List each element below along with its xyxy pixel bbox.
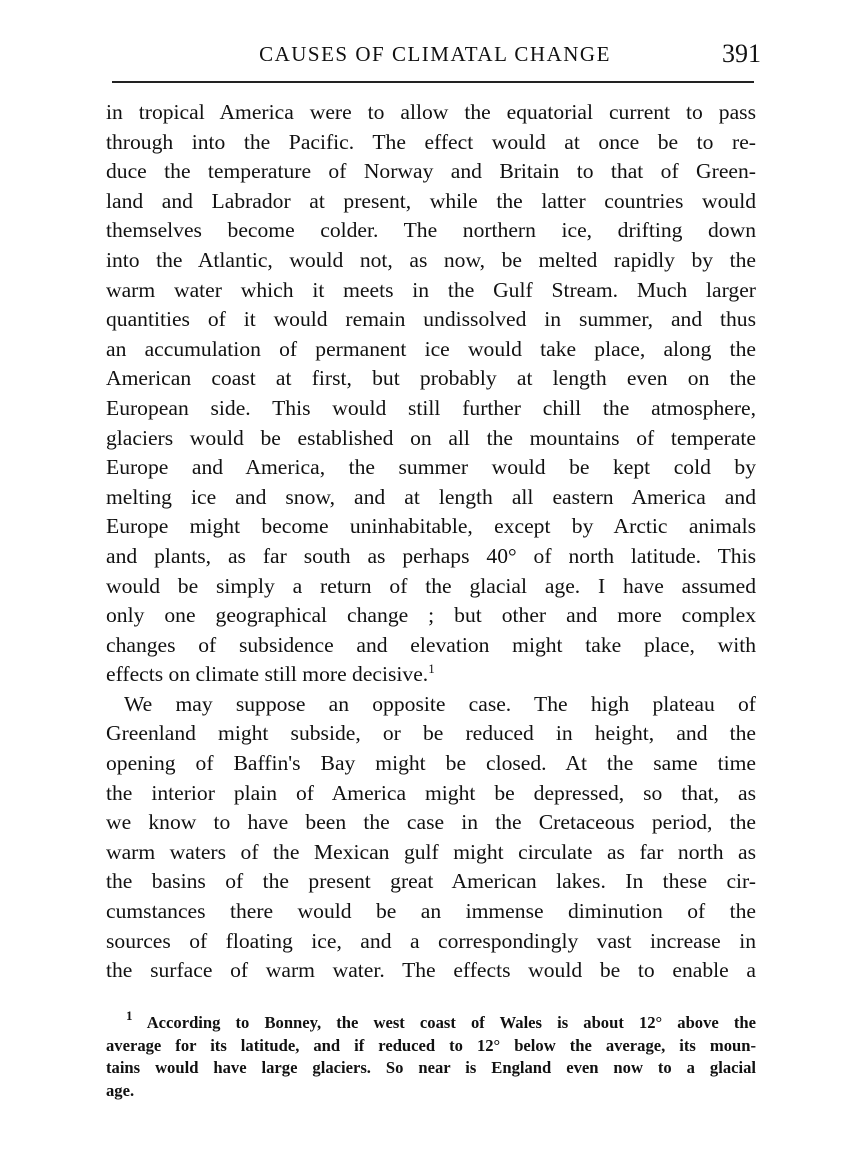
body-line: we know to have been the case in the Cretaceous period, the	[106, 810, 756, 835]
body-line: in tropical America were to allow the equatorial current to pass	[106, 100, 756, 124]
body-line: warm water which it meets in the Gulf Stream. Much larger	[106, 277, 756, 302]
body-line: into the Atlantic, would not, as now, be melted rapidly by the	[106, 247, 756, 272]
header-rule	[112, 81, 754, 83]
body-line: Europe might become uninhabitable, except by Arctic animals	[106, 514, 756, 539]
body-line: the surface of warm water. The effects would be to enable a	[106, 958, 756, 983]
body-line: would be simply a return of the glacial age. I have assumed	[106, 573, 756, 598]
body-line-paragraph-end	[106, 660, 756, 690]
body-line: land and Labrador at present, while the latter countries would	[106, 188, 756, 213]
body-line: and plants, as far south as perhaps 40° of north latitude. This	[106, 543, 756, 568]
body-line: an accumulation of permanent ice would take place, along the	[106, 336, 756, 361]
running-head	[105, 39, 765, 74]
body-line: themselves become colder. The northern ice, drifting down	[106, 218, 756, 243]
body-line: melting ice and snow, and at length all eastern America and	[106, 484, 756, 509]
body-line: duce the temperature of Norway and Britain to that of Green-	[106, 159, 756, 184]
body-line: glaciers would be established on all the mountains of temperate	[106, 425, 756, 450]
footnote-line-text: According to Bonney, the west coast of Wales is about 12° above the	[146, 1013, 756, 1032]
body-line-paragraph-start: We may suppose an opposite case. The high plateau of	[124, 691, 756, 716]
body-line: only one geographical change ; but other and more complex	[106, 603, 756, 628]
body-line-text: effects on climate still more decisive.	[106, 662, 429, 687]
body-line: American coast at first, but probably at length even on the	[106, 366, 756, 391]
body-line: the interior plain of America might be depressed, so that, as	[106, 780, 756, 805]
body-text	[106, 98, 756, 986]
footnote-line	[106, 1008, 756, 1035]
body-line: the basins of the present great American lakes. In these cir-	[106, 869, 756, 894]
page-number: 391	[722, 39, 761, 68]
footnote-marker: 1	[126, 1008, 133, 1023]
footnote-line: age.	[106, 1080, 135, 1100]
running-head-title: CAUSES OF CLIMATAL CHANGE	[259, 42, 611, 66]
footnote	[106, 1008, 756, 1102]
body-line: warm waters of the Mexican gulf might circulate as far north as	[106, 839, 756, 864]
body-line: opening of Baffin's Bay might be closed. At the same time	[106, 751, 756, 776]
body-line: Greenland might subside, or be reduced in height, and the	[106, 721, 756, 746]
footnote-line: average for its latitude, and if reduced to 12° below the average, its moun-	[106, 1035, 756, 1055]
body-line: through into the Pacific. The effect would at once be to re-	[106, 129, 756, 154]
body-line: Europe and America, the summer would be kept cold by	[106, 455, 756, 480]
body-line: quantities of it would remain undissolved in summer, and thus	[106, 307, 756, 332]
body-line: European side. This would still further chill the atmosphere,	[106, 395, 756, 420]
footnote-reference: 1	[428, 661, 435, 677]
body-line: changes of subsidence and elevation might take place, with	[106, 632, 756, 657]
body-line: sources of floating ice, and a correspondingly vast increase in	[106, 928, 756, 953]
body-line: cumstances there would be an immense diminution of the	[106, 899, 756, 924]
footnote-line: tains would have large glaciers. So near is England even now to a glacial	[106, 1058, 756, 1077]
